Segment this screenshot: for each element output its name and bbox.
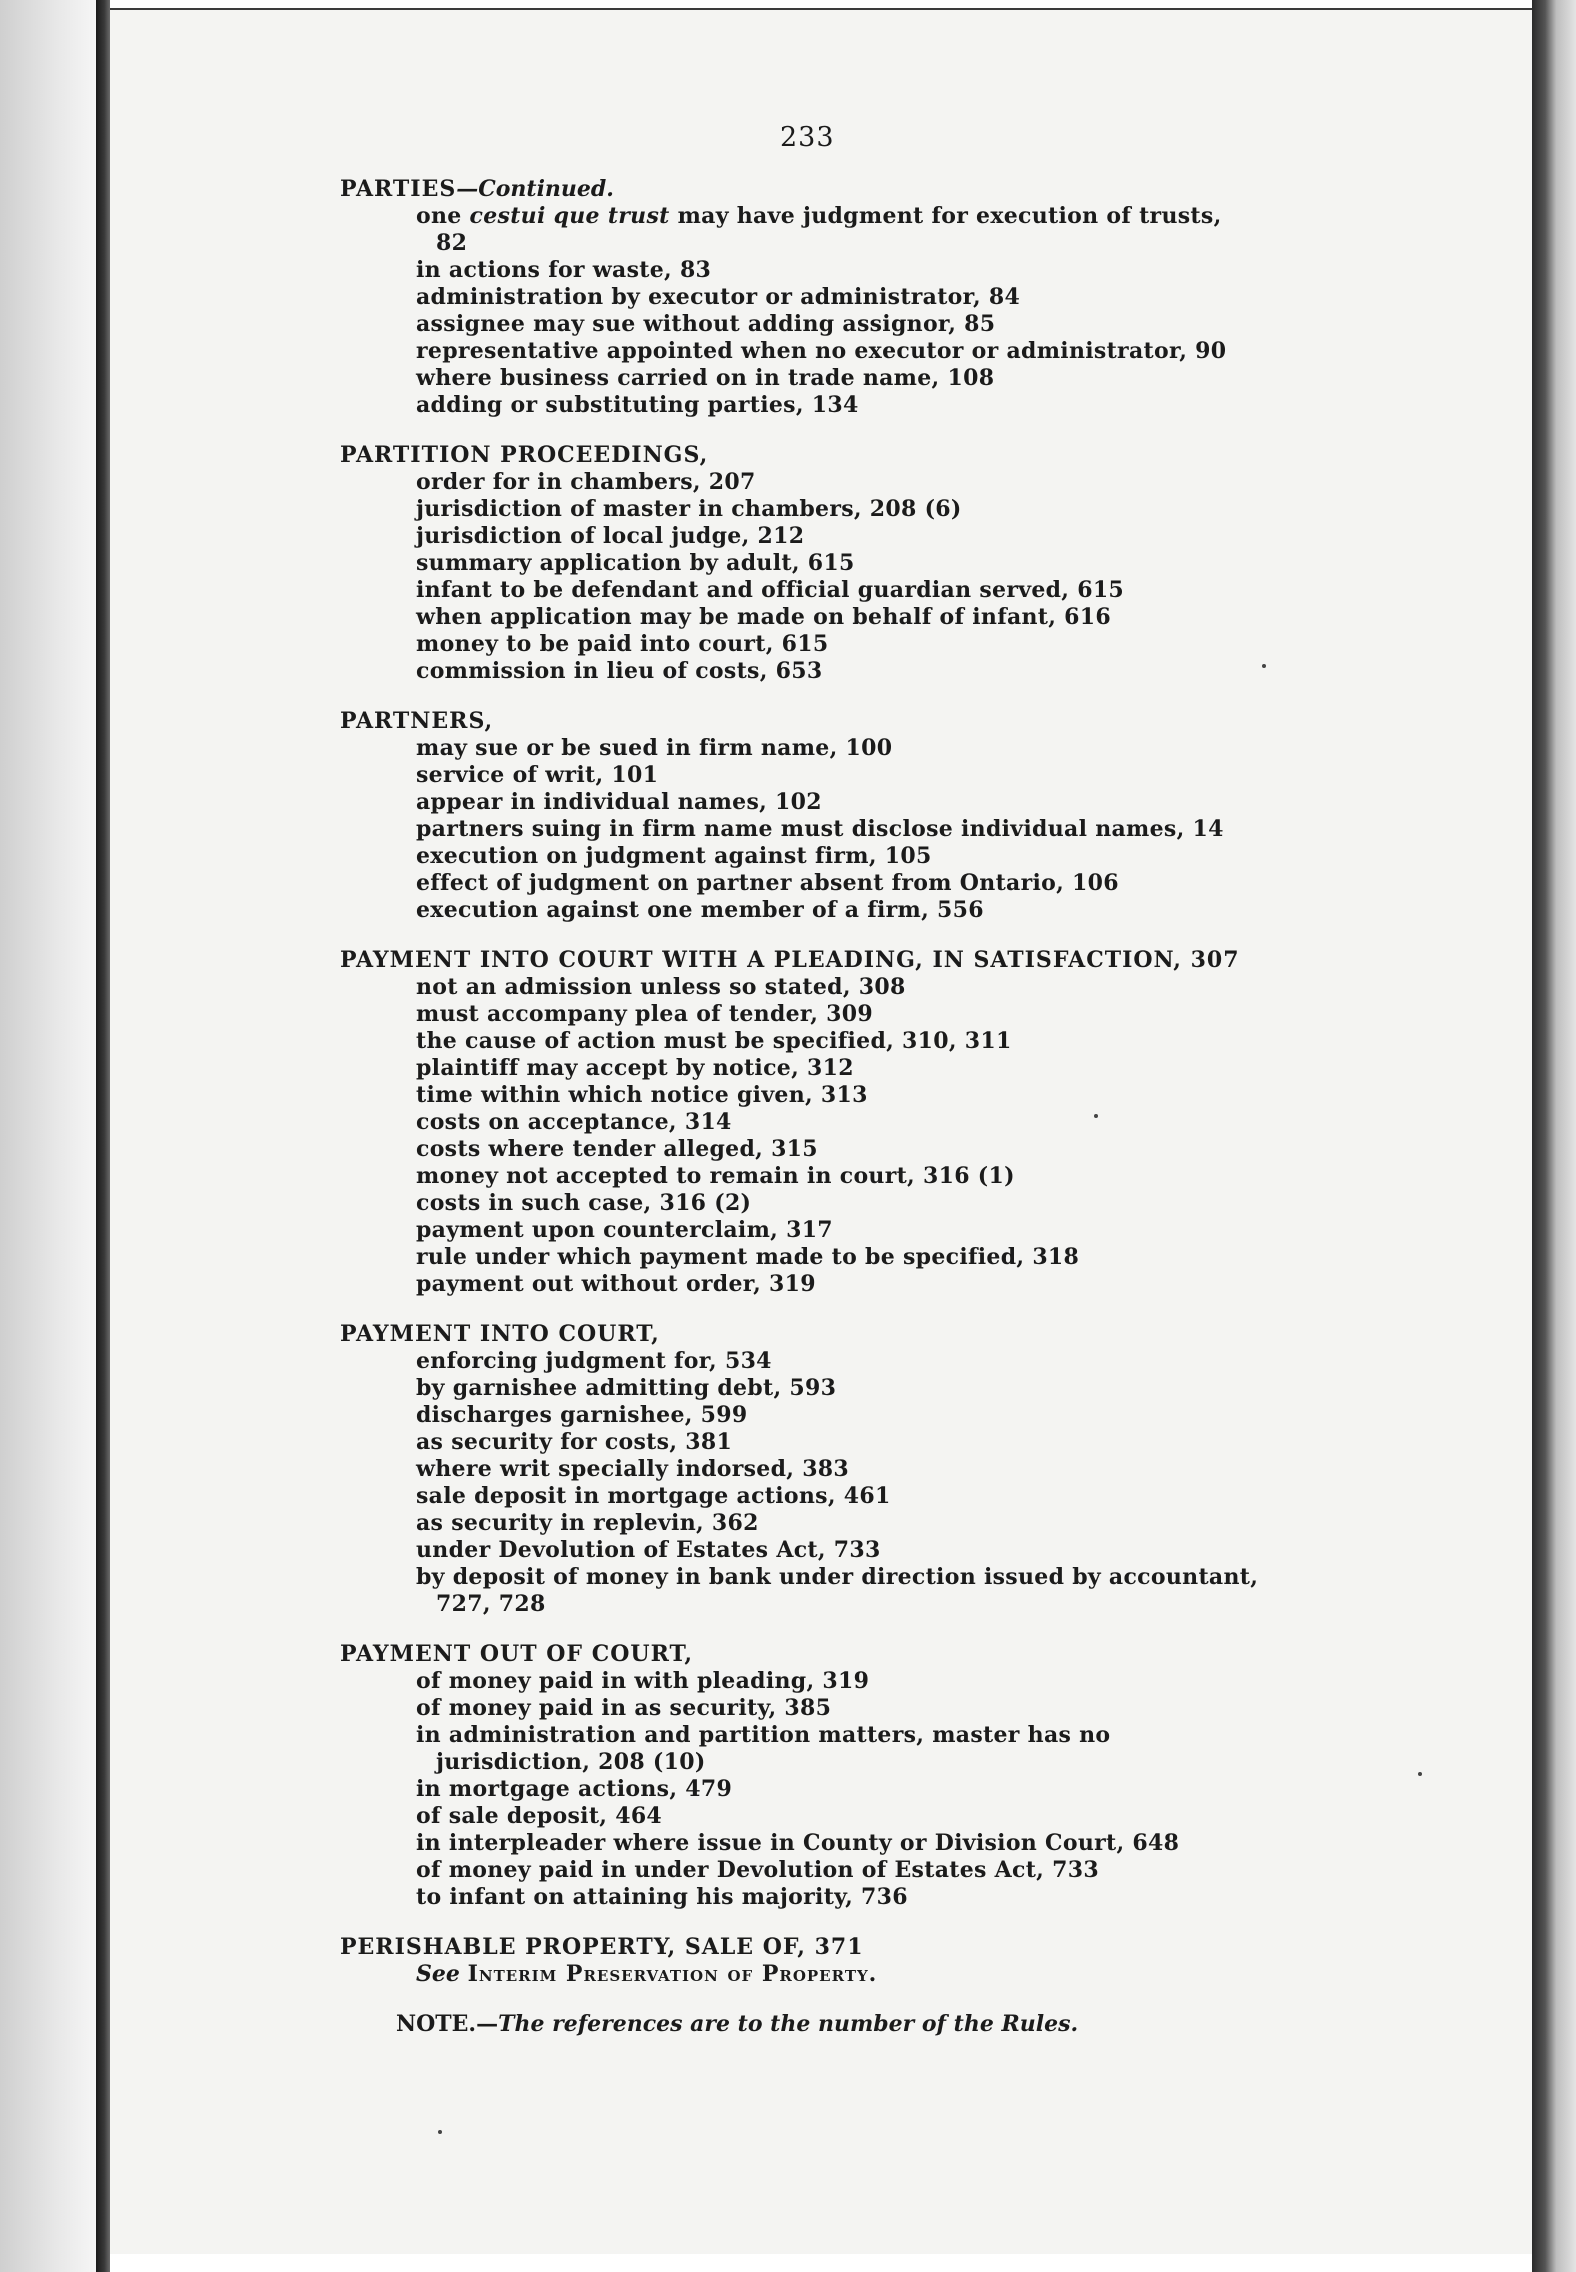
entry-heading [340, 708, 1260, 735]
subentry [340, 843, 1260, 870]
index-entry [340, 176, 1260, 419]
subentry [340, 1537, 1260, 1564]
subentry [340, 1244, 1260, 1271]
subentry [340, 1217, 1260, 1244]
subentry-text: plaintiff may accept by notice, 312 [416, 1055, 854, 1081]
subentry-text: by garnishee admitting debt, 593 [416, 1375, 837, 1401]
subentry-text: of sale deposit, 464 [416, 1803, 663, 1829]
page-edge-shadow [1532, 0, 1576, 2272]
index-entries [340, 176, 1260, 2038]
subentry-italic-term: cestui que trust [469, 203, 670, 229]
subentry [340, 789, 1260, 816]
subentry [340, 1776, 1260, 1803]
book-gutter [96, 0, 110, 2272]
subentry-text: where writ specially indorsed, 383 [416, 1456, 850, 1482]
index-entry [340, 1934, 1260, 1988]
see-reference: Interim Preservation of Property. [467, 1961, 878, 1987]
subentry-text: money not accepted to remain in court, 316 (1) [416, 1163, 1015, 1189]
entry-heading-text: PARTIES [340, 176, 457, 202]
subentry [340, 604, 1260, 631]
cross-reference [340, 1961, 1260, 1988]
subentry [340, 1722, 1260, 1776]
subentry-text: execution against one member of a firm, 556 [416, 897, 984, 923]
subentry-text: of money paid in with pleading, 319 [416, 1668, 870, 1694]
subentry-text: one [416, 203, 470, 229]
entry-heading-text: PERISHABLE PROPERTY, SALE OF, 371 [340, 1934, 864, 1960]
index-entry [340, 947, 1260, 1298]
subentry-text: assignee may sue without adding assignor, 85 [416, 311, 996, 337]
subentry [340, 1028, 1260, 1055]
subentry [340, 1271, 1260, 1298]
subentry-text: in administration and partition matters, master has no jurisdiction, 208 (10) [416, 1722, 1111, 1775]
subentry-text: by deposit of money in bank under direction issued by accountant, 727, 728 [416, 1564, 1259, 1617]
see-label: See [416, 1961, 460, 1987]
subentry [340, 658, 1260, 685]
subentry [340, 816, 1260, 843]
subentry-text: infant to be defendant and official guardian served, 615 [416, 577, 1125, 603]
subentry-text: execution on judgment against firm, 105 [416, 843, 932, 869]
subentry [340, 365, 1260, 392]
subentry-text: where business carried on in trade name, 108 [416, 365, 995, 391]
subentry-text: payment out without order, 319 [416, 1271, 816, 1297]
subentry-text: partners suing in firm name must disclose individual names, 14 [416, 816, 1224, 842]
subentry [340, 1163, 1260, 1190]
entry-heading-text: PARTNERS, [340, 708, 494, 734]
page-number: 233 [780, 122, 835, 153]
adjacent-page-edge [0, 0, 96, 2272]
index-entry [340, 1321, 1260, 1618]
subentry [340, 974, 1260, 1001]
index-entry [340, 442, 1260, 685]
subentry [340, 631, 1260, 658]
subentry [340, 311, 1260, 338]
subentry-text: jurisdiction of master in chambers, 208 (6) [416, 496, 962, 522]
entry-heading [340, 947, 1260, 974]
entry-heading-text: PAYMENT OUT OF COURT, [340, 1641, 694, 1667]
entry-heading [340, 1934, 1260, 1961]
subentry-text: payment upon counterclaim, 317 [416, 1217, 833, 1243]
subentry-text: may have judgment for execution of trusts, 82 [436, 203, 1222, 256]
subentry [340, 1402, 1260, 1429]
subentry-text: sale deposit in mortgage actions, 461 [416, 1483, 891, 1509]
entry-heading [340, 442, 1260, 469]
subentry-text: service of writ, 101 [416, 762, 659, 788]
print-speck [1262, 664, 1266, 668]
continued-label: —Continued. [456, 176, 614, 202]
entry-heading [340, 1641, 1260, 1668]
subentry [340, 735, 1260, 762]
subentry-text: effect of judgment on partner absent from Ontario, 106 [416, 870, 1119, 896]
print-speck [1418, 1772, 1422, 1776]
subentry-text: discharges garnishee, 599 [416, 1402, 748, 1428]
entry-heading-text: PARTITION PROCEEDINGS, [340, 442, 709, 468]
subentry [340, 1375, 1260, 1402]
index-entry [340, 1641, 1260, 1911]
subentry [340, 1456, 1260, 1483]
subentry-text: in actions for waste, 83 [416, 257, 712, 283]
subentry [340, 577, 1260, 604]
footnote [340, 2011, 1260, 2038]
subentry [340, 550, 1260, 577]
subentry [340, 1803, 1260, 1830]
subentry [340, 1055, 1260, 1082]
subentry [340, 762, 1260, 789]
subentry [340, 1695, 1260, 1722]
subentry [340, 1668, 1260, 1695]
subentry-text: enforcing judgment for, 534 [416, 1348, 772, 1374]
subentry [340, 523, 1260, 550]
entry-heading-text: PAYMENT INTO COURT, [340, 1321, 660, 1347]
subentry-text: the cause of action must be specified, 310, 311 [416, 1028, 1012, 1054]
subentry [340, 338, 1260, 365]
subentry [340, 1001, 1260, 1028]
subentry [340, 1483, 1260, 1510]
subentry-text: as security in replevin, 362 [416, 1510, 759, 1536]
subentry [340, 1857, 1260, 1884]
entry-heading-text: PAYMENT INTO COURT WITH A PLEADING, IN SATISFACTION, 307 [340, 947, 1240, 973]
subentry-text: commission in lieu of costs, 653 [416, 658, 823, 684]
entry-heading [340, 176, 1260, 203]
subentry-text: to infant on attaining his majority, 736 [416, 1884, 908, 1910]
subentry [340, 203, 1260, 257]
note-label: NOTE.— [396, 2011, 499, 2037]
subentry [340, 257, 1260, 284]
subentry-text: under Devolution of Estates Act, 733 [416, 1537, 881, 1563]
subentry [340, 1830, 1260, 1857]
subentry [340, 1884, 1260, 1911]
subentry-text: time within which notice given, 313 [416, 1082, 868, 1108]
subentry [340, 469, 1260, 496]
subentry-text: adding or substituting parties, 134 [416, 392, 859, 418]
subentry [340, 1429, 1260, 1456]
subentry-text: order for in chambers, 207 [416, 469, 756, 495]
subentry-text: costs where tender alleged, 315 [416, 1136, 818, 1162]
subentry [340, 1082, 1260, 1109]
subentry-text: may sue or be sued in firm name, 100 [416, 735, 893, 761]
subentry [340, 392, 1260, 419]
subentry [340, 870, 1260, 897]
entry-heading [340, 1321, 1260, 1348]
subentry-text: in interpleader where issue in County or Division Court, 648 [416, 1830, 1180, 1856]
subentry [340, 1190, 1260, 1217]
subentry [340, 496, 1260, 523]
subentry-text: not an admission unless so stated, 308 [416, 974, 906, 1000]
subentry [340, 1564, 1260, 1618]
subentry-text: when application may be made on behalf of infant, 616 [416, 604, 1112, 630]
print-speck [1094, 1114, 1098, 1118]
subentry-text: costs in such case, 316 (2) [416, 1190, 752, 1216]
subentry-text: summary application by adult, 615 [416, 550, 855, 576]
subentry [340, 1348, 1260, 1375]
subentry-text: costs on acceptance, 314 [416, 1109, 732, 1135]
print-speck [438, 2130, 442, 2134]
subentry-text: appear in individual names, 102 [416, 789, 822, 815]
subentry-text: in mortgage actions, 479 [416, 1776, 733, 1802]
subentry [340, 1109, 1260, 1136]
subentry-text: rule under which payment made to be specified, 318 [416, 1244, 1080, 1270]
subentry-text: jurisdiction of local judge, 212 [416, 523, 805, 549]
index-entry [340, 708, 1260, 924]
subentry-text: of money paid in under Devolution of Estates Act, 733 [416, 1857, 1099, 1883]
subentry-text: administration by executor or administrator, 84 [416, 284, 1021, 310]
subentry [340, 1136, 1260, 1163]
subentry [340, 1510, 1260, 1537]
subentry [340, 284, 1260, 311]
subentry-text: must accompany plea of tender, 309 [416, 1001, 873, 1027]
subentry-text: representative appointed when no executor or administrator, 90 [416, 338, 1227, 364]
subentry [340, 897, 1260, 924]
subentry-text: of money paid in as security, 385 [416, 1695, 832, 1721]
note-text: The references are to the number of the Rules. [498, 2011, 1079, 2037]
subentry-text: as security for costs, 381 [416, 1429, 733, 1455]
subentry-text: money to be paid into court, 615 [416, 631, 829, 657]
